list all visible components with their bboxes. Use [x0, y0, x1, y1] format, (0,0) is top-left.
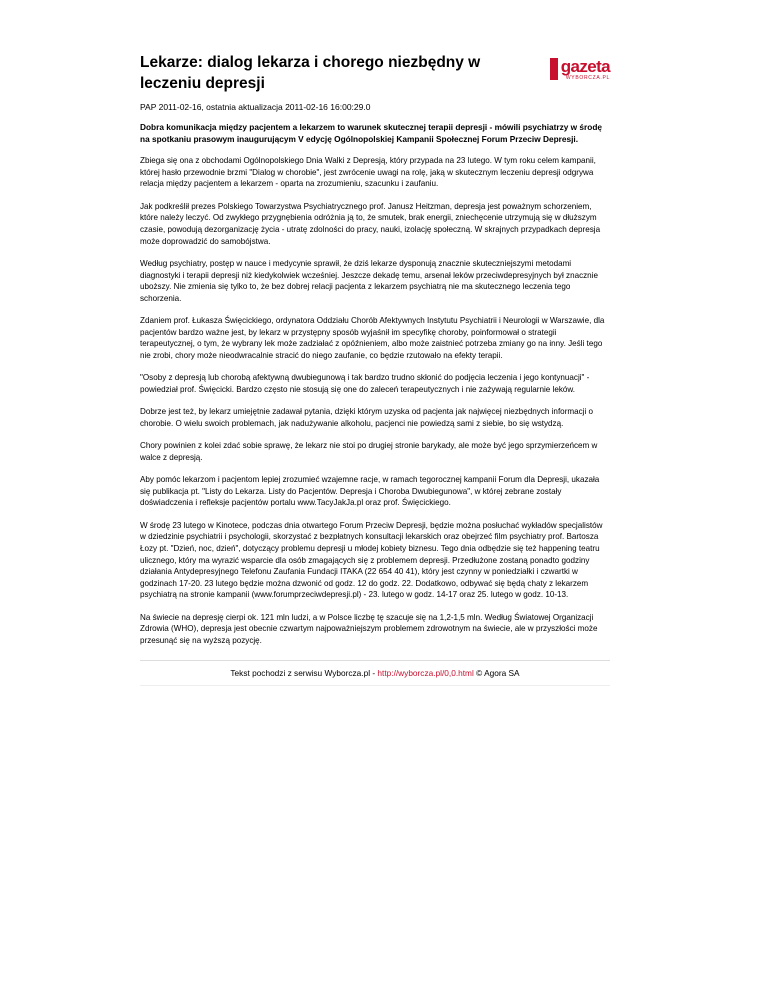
source-link[interactable]: http://wyborcza.pl/0,0.html — [377, 667, 474, 678]
article-page — [140, 52, 610, 686]
source-footer — [140, 660, 610, 686]
article-paragraph: Zbiega się ona z obchodami Ogólnopolskiego Dnia Walki z Depresją, który przypada na 23 lutego. W tym roku celem kampanii, której hasło przewodnie brzmi "Dialog w chorobie", jest zwrócenie uwagi na rolę, jaką w skutecznym leczeniu depresji odgrywa relacja między pacjentem a lekarzem - oparta na zrozumieniu, szacunku i zaufaniu. — [140, 156, 596, 189]
footer-prefix: Tekst pochodzi z serwisu Wyborcza.pl - — [230, 667, 378, 678]
logo-word: gazeta — [560, 57, 610, 76]
article-paragraph: Jak podkreślił prezes Polskiego Towarzystwa Psychiatrycznego prof. Janusz Heitzman, depresja jest poważnym schorzeniem, które należy leczyć. Od zwykłego przygnębienia odróżnia ją to, że smutek, brak energii, zniechęcenie utrzymują się w dłuższym czasie, powodują dezorganizację życia - utratę zdolności do pracy, nauki, izolację społeczną. W skrajnych przypadkach depresja może doprowadzić do samobójstwa. — [140, 201, 601, 246]
gazeta-logo[interactable] — [550, 58, 610, 80]
article-header — [140, 52, 610, 98]
article-paragraph: Aby pomóc lekarzom i pacjentom lepiej zrozumieć wzajemne racje, w ramach tegorocznej kampanii Forum dla Depresji, ukazała się publikacja pt. "Listy do Lekarza. Listy do Pacjentów. Depresja i Choroba Dwubiegunowa", w której zebrane zostały doświadczenia i refleksje pacjentów portalu www.TacyJakJa.pl oraz prof. Święcickiego. — [140, 475, 600, 508]
logo-subtitle: WYBORCZA.PL — [565, 75, 610, 81]
article-paragraph: "Osoby z depresją lub chorobą afektywną dwubiegunową i tak bardzo trudno skłonić do podjęcia leczenia i jego kontynuacji" - powiedział prof. Święcicki. Bardzo często nie stosują się one do zaleceń terapeutycznych i nie zażywają regularnie leków. — [140, 373, 590, 394]
article-meta: PAP 2011-02-16, ostatnia aktualizacja 2011-02-16 16:00:29.0 — [140, 102, 371, 112]
article-paragraph: Na świecie na depresję cierpi ok. 121 mln ludzi, a w Polsce liczbę tę szacuje się na 1,2-1,5 mln. Według Światowej Organizacji Zdrowia (WHO), depresja jest obecnie czwartym najpoważniejszym problemem zdrowotnym na świecie, ale w przyszłości może przesunąć się na wyższą pozycję. — [140, 612, 598, 645]
logo-mark-icon — [550, 58, 558, 80]
logo-text — [561, 58, 610, 81]
article-paragraph: Zdaniem prof. Łukasza Święcickiego, ordynatora Oddziału Chorób Afektywnych Instytutu Psychiatrii i Neurologii w Warszawie, dla pacjentów bardzo ważne jest, by lekarz w przystępny sposób wyjaśnił im specyfikę choroby, poinformował o strategii terapeutycznej, o tym, że wybrany lek może zadziałać z opóźnieniem, albo może zaistnieć potrzeba zmiany go na inny. Jeśli tego nie zrobi, chory może nieodwracalnie stracić do niego zaufanie, co będzie rzutowało na efekty terapii. — [140, 316, 605, 360]
article-title: Lekarze: dialog lekarza i chorego niezbędny w leczeniu depresji — [140, 54, 481, 92]
article-paragraph: Według psychiatry, postęp w nauce i medycynie sprawił, że dziś lekarze dysponują znacznie skuteczniejszymi metodami diagnostyki i terapii depresji niż kiedykolwiek wcześniej. Jeszcze dekadę temu, arsenał leków przeciwdepresyjnych był znacznie uboższy. Nie zmienia się tylko to, że bez dobrej relacji pacjenta z lekarzem psychiatrą nie ma skutecznego leczenia tego schorzenia. — [140, 258, 598, 303]
article-paragraph: Chory powinien z kolei zdać sobie sprawę, że lekarz nie stoi po drugiej stronie barykady, ale może być jego sprzymierzeńcem w walce z depresją. — [140, 441, 598, 462]
article-paragraph: Dobrze jest też, by lekarz umiejętnie zadawał pytania, dzięki którym uzyska od pacjenta jak najwięcej niezbędnych informacji o chorobie. O wielu swoich problemach, jak nadużywanie alkoholu, pacjenci nie powiedzą sami z siebie, bo się wstydzą. — [140, 407, 594, 428]
article-body — [140, 155, 610, 646]
article-paragraph: W środę 23 lutego w Kinotece, podczas dnia otwartego Forum Przeciw Depresji, będzie można posłuchać wykładów specjalistów w dziedzinie psychiatrii i psychologii, skorzystać z bezpłatnych konsultacji lekarskich oraz obejrzeć film psychiatry prof. Bartosza Łozy pt. "Dzień, noc, dzień", dotyczący problemu depresji u młodej kobiety biznesu. Tego dnia odbędzie się też happening teatru ulicznego, który ma wyrazić wsparcie dla osób zmagających się z problemem depresji. Przedłużone zostaną ponadto godziny działania Antydepresyjnego Telefonu Zaufania Fundacji ITAKA (22 654 40 41), który jest czynny w poniedziałki i czwartki w godzinach 17-20. 23 lutego będzie można dzwonić od godz. 12 do godz. 22. Dodatkowo, odbywać się będą chaty z lekarzem psychiatrą na stronie kampanii (www.forumprzeciwdepresji.pl) - 23. lutego w godz. 14-17 oraz 25. lutego w godz. 10-13. — [140, 520, 603, 600]
article-lead: Dobra komunikacja między pacjentem a lekarzem to warunek skutecznej terapii depresji - mówili psychiatrzy w środę na spotkaniu prasowym inaugurującym V edycję Ogólnopolskiej Kampanii Społecznej Forum Przeciw Depresji. — [140, 122, 603, 144]
footer-suffix: © Agora SA — [473, 667, 520, 678]
